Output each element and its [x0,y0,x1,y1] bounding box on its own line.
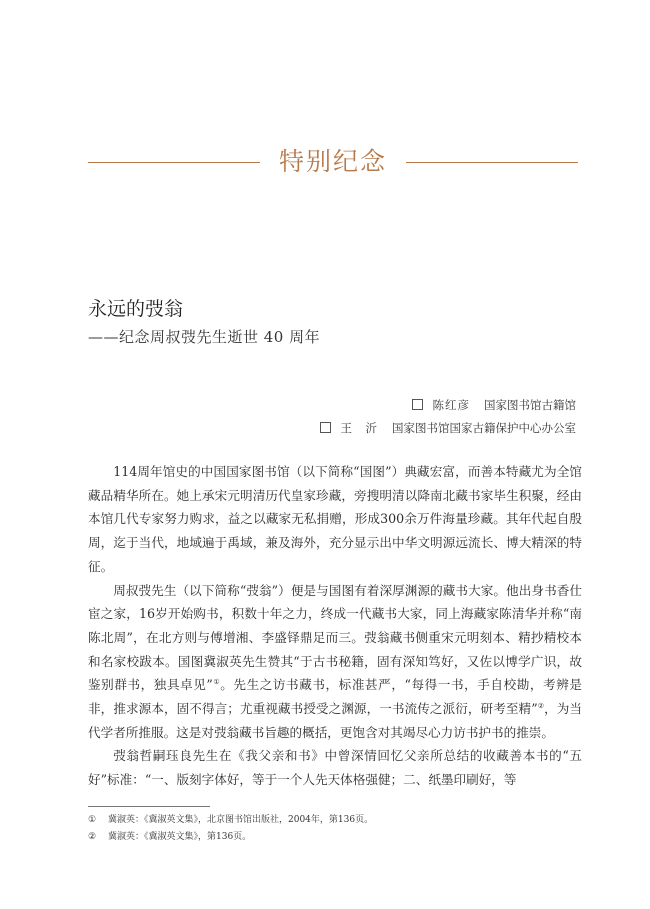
paragraph-text: 114周年馆史的中国国家图书馆（以下简称“国图”）典藏宏富，而善本特藏尤为全馆藏品精华所在。她上承宋元明清历代皇家珍藏，旁搜明清以降南北藏书家毕生积聚，经由本馆几代专家努力购求，益之以藏家无私捐赠，形成300余万件海量珍藏。其年代起自殷周，迄于当代，地域遍于禹域，兼及海外，充分显示出中华文明源远流长、博大精深的特征。 [88,464,582,574]
footnote-text: 冀淑英：《冀淑英文集》，第136页。 [108,832,252,842]
footnote-ref[interactable]: ① [212,678,221,687]
section-header [88,144,578,184]
paragraph-text: 周叔弢先生（以下简称“弢翁”）便是与国图有着深厚渊源的藏书大家。他出身书香仕宦之家，16岁开始购书，积数十年之力，终成一代藏书大家，同上海藏家陈清华并称“南陈北周”，在北方则与傅增湘、李盛铎鼎足而三。弢翁藏书侧重宋元明刻本、精抄精校本和名家校跋本。国图冀淑英先生赞其“于古书秘籍，固有深知笃好，又佐以博学广识，故鉴别群书，独具卓见” [88,582,582,693]
square-bullet-icon [412,399,423,410]
square-bullet-icon [320,422,331,433]
article-subtitle: ——纪念周叔弢先生逝世 40 周年 [88,328,321,346]
footnote [88,829,582,846]
header-rule-right [406,162,578,163]
article-body [88,460,582,792]
section-title: 特别纪念 [278,147,387,176]
author-affiliation: 国家图书馆国家古籍保护中心办公室 [392,421,576,435]
footnote-mark: ② [88,832,97,842]
footnote-mark: ① [88,815,97,825]
author-name: 陈红彦 [432,398,470,412]
author-line [412,397,577,413]
paragraph-text: 弢翁哲嗣珏良先生在《我父亲和书》中曾深情回忆父亲所总结的收藏善本书的“五好”标准：“一、版刻字体好，等于一个人先天体格强健；二、纸墨印刷好，等 [88,748,582,788]
footnotes [88,812,582,846]
footnote-ref[interactable]: ② [537,701,545,710]
author-line [320,420,577,436]
body-paragraph [88,744,582,791]
paragraph-text: 。先生之访书藏书，标准甚严，“每得一书，手自校勘，考辨是非，推求源本，固不得言；尤重视藏书授受之渊源，一书流传之派衍，研考至精” [88,677,582,717]
article-title: 永远的弢翁 [88,298,184,320]
body-paragraph [88,579,582,745]
paragraph-text: ，为当代学者所推服。这是对弢翁藏书旨趣的概括，更饱含对其竭尽心力访书护书的推崇。 [88,701,582,740]
body-paragraph [88,460,582,579]
footnote [88,812,582,829]
footnote-text: 冀淑英：《冀淑英文集》，北京图书馆出版社，2004年，第136页。 [108,815,374,825]
header-rule-left [88,162,260,163]
footnote-divider [88,806,210,807]
author-affiliation: 国家图书馆古籍馆 [484,398,576,412]
author-name: 王 沂 [340,421,378,435]
